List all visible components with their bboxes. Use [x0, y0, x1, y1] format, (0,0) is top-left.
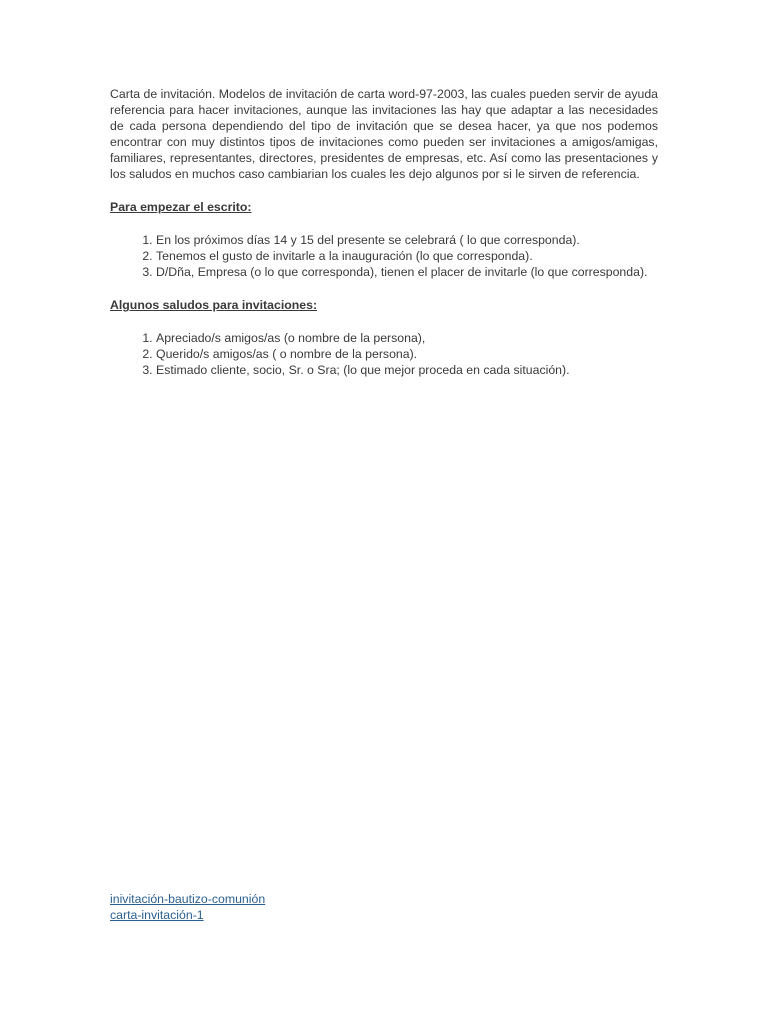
document-body — [110, 86, 658, 378]
list-item: 3. Estimado cliente, socio, Sr. o Sra; (lo que mejor proceda en cada situación). — [156, 362, 658, 378]
link-carta-invitacion-1[interactable]: carta-invitación-1 — [110, 908, 204, 922]
list-item: 2. Tenemos el gusto de invitarle a la inauguración (lo que corresponda). — [156, 248, 658, 264]
list-item: 3. D/Dña, Empresa (o lo que corresponda), tienen el placer de invitarle (lo que corresponda). — [156, 264, 658, 280]
list-item: 1. En los próximos días 14 y 15 del presente se celebrará ( lo que corresponda). — [156, 232, 658, 248]
greetings-list — [110, 330, 658, 378]
start-phrases-list — [110, 232, 658, 280]
attachment-links — [110, 891, 265, 923]
link-invitacion-bautizo-comunion[interactable]: inivitación-bautizo-comunión — [110, 892, 266, 906]
section-heading-start: Para empezar el escrito: — [110, 200, 252, 214]
section-heading-greetings: Algunos saludos para invitaciones: — [110, 298, 318, 312]
list-item: 2. Querido/s amigos/as ( o nombre de la persona). — [156, 346, 658, 362]
intro-paragraph: Carta de invitación. Modelos de invitación de carta word-97-2003, las cuales pueden servir de ayuda referencia para hacer invitaciones, aunque las invitaciones las hay que adaptar a las necesidades de cada persona dependiendo del tipo de invitación que se desea hacer, ya que nos podemos encontrar con muy distintos tipos de invitaciones como pueden ser invitaciones a amigos/amigas, familiares, representantes, directores, presidentes de empresas, etc. Así como las presentaciones y los saludos en muchos caso cambiarian los cuales les dejo algunos por si le sirven de referencia. — [110, 87, 658, 181]
list-item: 1. Apreciado/s amigos/as (o nombre de la persona), — [156, 330, 658, 346]
